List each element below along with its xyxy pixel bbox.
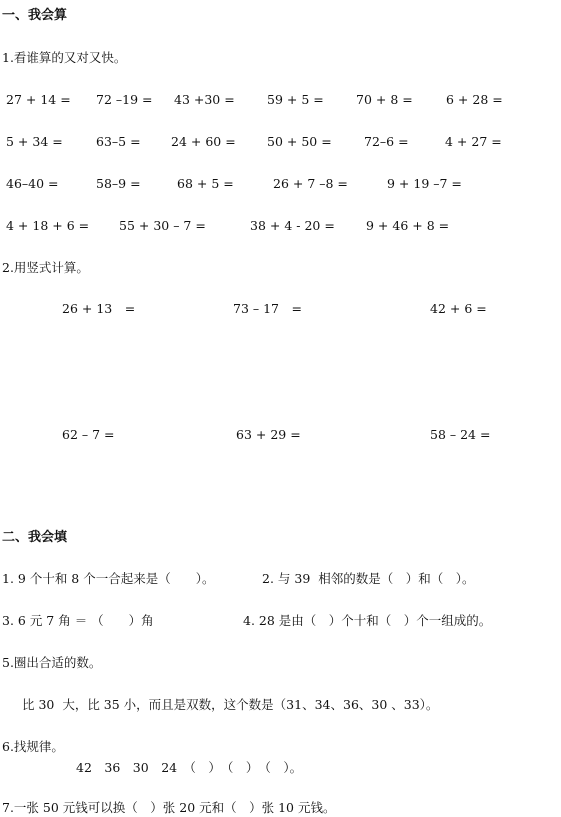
pattern-sequence: 42 36 30 24 （ ） （ ） （ ）。 [76,760,303,775]
fill-question-3: 3. 6 元 7 角 ＝ （ ）角 [2,613,154,628]
equation: 50 + 50 = [267,134,332,149]
equation: 43 +30 = [174,92,235,107]
fill-question-1: 1. 9 个十和 8 个一合起来是（ ）。 [2,571,215,586]
equation: 4 + 27 = [445,134,502,149]
equation: 27 + 14 = [6,92,71,107]
section-title-fill: 二、我会填 [2,530,68,545]
equation: 4 + 18 + 6 = [6,218,90,233]
equation: 59 + 5 = [267,92,324,107]
equation: 72 –19 = [96,92,153,107]
vertical-equation: 26 + 13 = [62,301,136,316]
equation: 55 + 30 – 7 = [119,218,206,233]
fill-question-2: 2. 与 39 相邻的数是（ ）和（ ）。 [262,571,475,586]
fill-question-7: 7.一张 50 元钱可以换（ ）张 20 元和（ ）张 10 元钱。 [2,800,336,815]
section-title-calculate: 一、我会算 [2,8,68,23]
equation: 68 + 5 = [177,176,234,191]
equation: 26 + 7 –8 = [273,176,348,191]
equation: 9 + 46 + 8 = [366,218,450,233]
equation: 46–40 = [6,176,59,191]
question-title-vertical-calc: 2.用竖式计算。 [2,260,89,275]
equation: 24 + 60 = [171,134,236,149]
equation: 38 + 4 - 20 = [250,218,335,233]
fill-question-5-title: 5.圈出合适的数。 [2,655,102,670]
vertical-equation: 63 + 29 = [236,427,301,442]
equation: 63–5 = [96,134,141,149]
vertical-equation: 42 + 6 = [430,301,487,316]
vertical-equation: 73 – 17 = [233,301,302,316]
vertical-equation: 62 – 7 = [62,427,115,442]
equation: 6 + 28 = [446,92,503,107]
fill-question-4: 4. 28 是由（ ）个十和（ ）个一组成的。 [243,613,492,628]
equation: 58–9 = [96,176,141,191]
equation: 72–6 = [364,134,409,149]
question-title-quick-calc: 1.看谁算的又对又快。 [2,50,127,65]
fill-question-5-text: 比 30 大，比 35 小，而且是双数，这个数是（31、34、36、30 、33）。 [22,697,439,712]
equation: 9 + 19 –7 = [387,176,462,191]
equation: 5 + 34 = [6,134,63,149]
fill-question-6-title: 6.找规律。 [2,739,64,754]
vertical-equation: 58 – 24 = [430,427,491,442]
equation: 70 + 8 = [356,92,413,107]
